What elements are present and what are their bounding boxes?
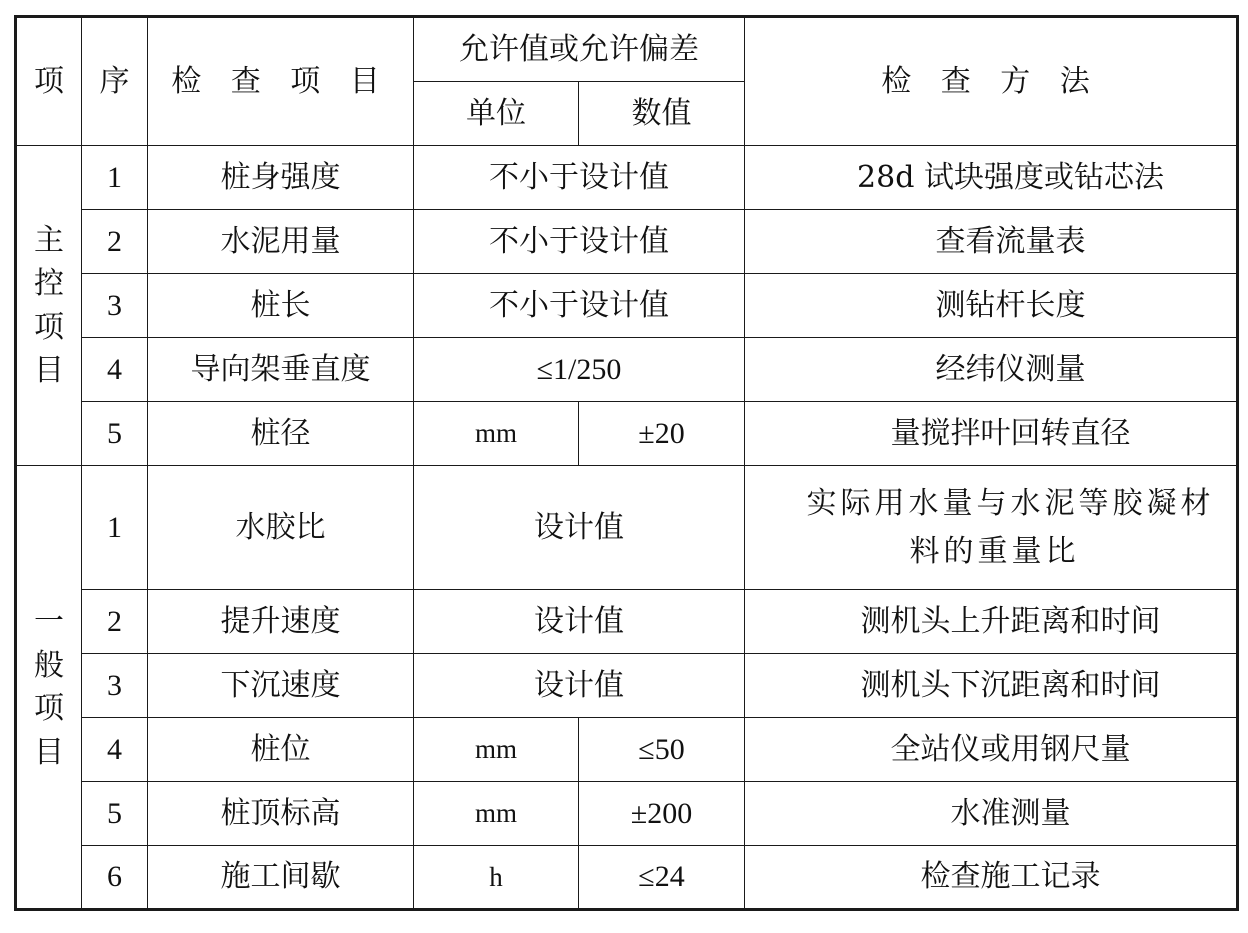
row-item: 桩长 xyxy=(148,274,414,338)
header-method: 检 查 方 法 xyxy=(745,17,1238,146)
row-method: 查看流量表 xyxy=(745,210,1238,274)
row-value: ±200 xyxy=(579,782,745,846)
table-row xyxy=(16,590,1238,654)
table-row xyxy=(16,274,1238,338)
row-method: 经纬仪测量 xyxy=(745,338,1238,402)
header-unit: 单位 xyxy=(414,82,579,146)
row-seq: 3 xyxy=(82,274,148,338)
table-row xyxy=(16,718,1238,782)
table-row xyxy=(16,846,1238,910)
table-row xyxy=(16,338,1238,402)
row-seq: 1 xyxy=(82,146,148,210)
row-unit: mm xyxy=(414,402,579,466)
row-method: 测机头下沉距离和时间 xyxy=(745,654,1238,718)
row-value: ±20 xyxy=(579,402,745,466)
row-seq: 5 xyxy=(82,782,148,846)
row-seq: 4 xyxy=(82,718,148,782)
header-seq: 序 xyxy=(82,17,148,146)
header-item: 项 xyxy=(16,17,82,146)
row-value: ≤24 xyxy=(579,846,745,910)
row-unit: mm xyxy=(414,782,579,846)
row-item: 桩身强度 xyxy=(148,146,414,210)
table-row xyxy=(16,466,1238,590)
header-row-1 xyxy=(16,17,1238,82)
row-method: 测钻杆长度 xyxy=(745,274,1238,338)
row-method: 实际用水量与水泥等胶凝材料的重量比 xyxy=(745,466,1238,590)
header-value: 数值 xyxy=(579,82,745,146)
table-row xyxy=(16,210,1238,274)
inspection-table-frame xyxy=(14,15,1239,911)
row-item: 提升速度 xyxy=(148,590,414,654)
row-allowance: 设计值 xyxy=(414,590,745,654)
row-item: 水胶比 xyxy=(148,466,414,590)
row-allowance: 不小于设计值 xyxy=(414,146,745,210)
row-seq: 1 xyxy=(82,466,148,590)
header-check-item: 检 查 项 目 xyxy=(148,17,414,146)
group-general xyxy=(16,466,82,910)
row-unit: mm xyxy=(414,718,579,782)
row-seq: 2 xyxy=(82,210,148,274)
header-allowance: 允许值或允许偏差 xyxy=(414,17,745,82)
row-item: 施工间歇 xyxy=(148,846,414,910)
row-item: 桩顶标高 xyxy=(148,782,414,846)
row-method: 量搅拌叶回转直径 xyxy=(745,402,1238,466)
row-seq: 4 xyxy=(82,338,148,402)
row-allowance: 设计值 xyxy=(414,654,745,718)
row-method: 28d 试块强度或钻芯法 xyxy=(745,146,1238,210)
table-row xyxy=(16,146,1238,210)
row-allowance: 设计值 xyxy=(414,466,745,590)
row-seq: 6 xyxy=(82,846,148,910)
inspection-table xyxy=(14,15,1239,911)
row-seq: 2 xyxy=(82,590,148,654)
table-row xyxy=(16,654,1238,718)
row-method: 全站仪或用钢尺量 xyxy=(745,718,1238,782)
row-allowance: 不小于设计值 xyxy=(414,274,745,338)
row-unit: h xyxy=(414,846,579,910)
row-method: 检查施工记录 xyxy=(745,846,1238,910)
row-item: 水泥用量 xyxy=(148,210,414,274)
group-main-control xyxy=(16,146,82,466)
row-method: 测机头上升距离和时间 xyxy=(745,590,1238,654)
row-item: 导向架垂直度 xyxy=(148,338,414,402)
row-allowance: 不小于设计值 xyxy=(414,210,745,274)
row-item: 桩径 xyxy=(148,402,414,466)
table-row xyxy=(16,782,1238,846)
row-method: 水准测量 xyxy=(745,782,1238,846)
row-allowance: ≤1/250 xyxy=(414,338,745,402)
row-seq: 3 xyxy=(82,654,148,718)
group-label: 一般项目 xyxy=(34,604,64,770)
group-label: 主控项目 xyxy=(34,222,64,388)
row-item: 桩位 xyxy=(148,718,414,782)
row-seq: 5 xyxy=(82,402,148,466)
row-value: ≤50 xyxy=(579,718,745,782)
row-item: 下沉速度 xyxy=(148,654,414,718)
table-row xyxy=(16,402,1238,466)
